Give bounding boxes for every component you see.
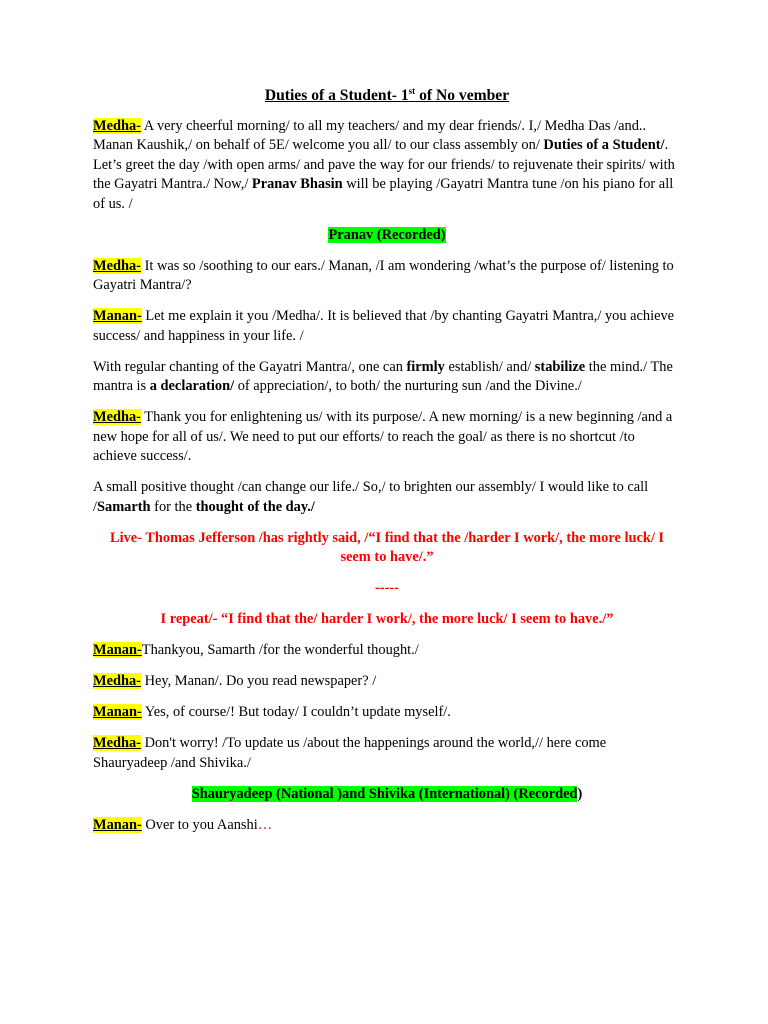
bold-text: Duties of a Student/ [543,137,665,153]
cue-recorded-news [93,785,681,805]
speaker-label: Manan- [93,816,142,833]
dialogue-text: Hey, Manan/. Do you read newspaper? / [140,673,377,689]
paragraph-thought-intro [93,478,681,517]
ellipsis: … [257,816,273,833]
dialogue-text: Thankyou, Samarth /for the wonderful thought./ [141,642,419,658]
bold-text: stabilize [534,358,586,375]
page-title [93,86,681,106]
paragraph-medha-intro [93,117,681,215]
dialogue-text: will be playing /Gayatri Mantra tune /on his piano for all of us. / [93,176,674,212]
speaker-label: Medha- [93,673,141,689]
title-main: Duties of a Student- 1 [264,87,409,104]
cue-label: Pranav (Recorded) [328,226,446,243]
dialogue-text: A very cheerful morning/ to all my teachers/ and my dear friends/. I,/ Medha Das /and.. Manan Kaushik,/ on behalf of 5E/ welcome you all/ to our class assembly on/ [93,117,647,153]
body-text: the mind./ The mantra is [93,358,673,394]
body-text: of appreciation/, to both/ the nurturing sun /and the Divine./ [234,378,582,394]
bold-text: thought of the day./ [195,498,315,515]
paragraph-medha-2 [93,257,681,296]
dialogue-text: Don't worry! /To update us /about the happenings around the world,// here come Shauryadeep /and Shivika./ [93,735,607,771]
dialogue-text: Yes, of course/! But today/ I couldn’t update myself/. [141,704,451,720]
title-superscript: st [408,85,416,96]
body-text: A small positive thought /can change our life./ So,/ to brighten our assembly/ I would like to call / [93,479,649,515]
cue-label: Shauryadeep (National )and Shivika (International) (Recorded [191,785,578,802]
speaker-label: Manan- [93,642,142,658]
paragraph-mantra-explanation [93,358,681,397]
separator: ----- [375,580,399,596]
speaker-label: Medha- [93,257,141,274]
body-text: With regular chanting of the Gayatri Mantra/, one can [93,358,407,375]
bold-text: Pranav Bhasin [251,176,343,192]
speaker-label: Manan- [93,308,142,324]
bold-text: firmly [406,358,445,375]
dialogue-text: . Let’s greet the day /with open arms/ and pave the way for our friends/ to rejuvenate their spirits/ with the Gayatri Mantra./ Now,/ [93,137,675,192]
paragraph-medha-5 [93,734,681,773]
speaker-label: Medha- [93,409,141,425]
paragraph-medha-4 [93,672,681,692]
dialogue-text: Let me explain it you /Medha/. It is believed that /by chanting Gayatri Mantra,/ you achieve success/ and happiness in your life. / [93,308,675,344]
paragraph-manan-3 [93,703,681,723]
paragraph-manan-4 [93,816,681,836]
paragraph-medha-3 [93,408,681,467]
document-body [93,86,681,847]
body-text: for the [150,498,196,515]
speaker-label: Manan- [93,704,142,720]
paragraph-manan-1 [93,307,681,346]
speaker-label: Medha- [93,735,141,751]
body-text: establish/ and/ [444,358,535,375]
dialogue-text: Over to you Aanshi [141,816,258,833]
speaker-label: Medha- [93,117,141,134]
live-quote: Live- Thomas Jefferson /has rightly said, /“I find that the /harder I work/, the more luck/ I seem to have/.” [109,529,665,565]
dialogue-text: Thank you for enlightening us/ with its purpose/. A new morning/ is a new beginning /and a new hope for all of us/. We need to put our efforts/ to reach the goal/ as there is no shortcut /to achieve success/. [93,409,673,464]
cue-recorded-pranav [93,226,681,246]
bold-text: a declaration/ [149,378,235,394]
paragraph-manan-2 [93,641,681,661]
title-rest: of No vember [415,87,510,104]
repeat-quote: I repeat/- “I find that the/ harder I work/, the more luck/ I seem to have./” [160,611,614,627]
cue-tail: ) [577,785,583,802]
dialogue-text: It was so /soothing to our ears./ Manan, /I am wondering /what’s the purpose of/ listening to Gayatri Mantra/? [93,257,674,293]
bold-text: Samarth [97,498,151,515]
